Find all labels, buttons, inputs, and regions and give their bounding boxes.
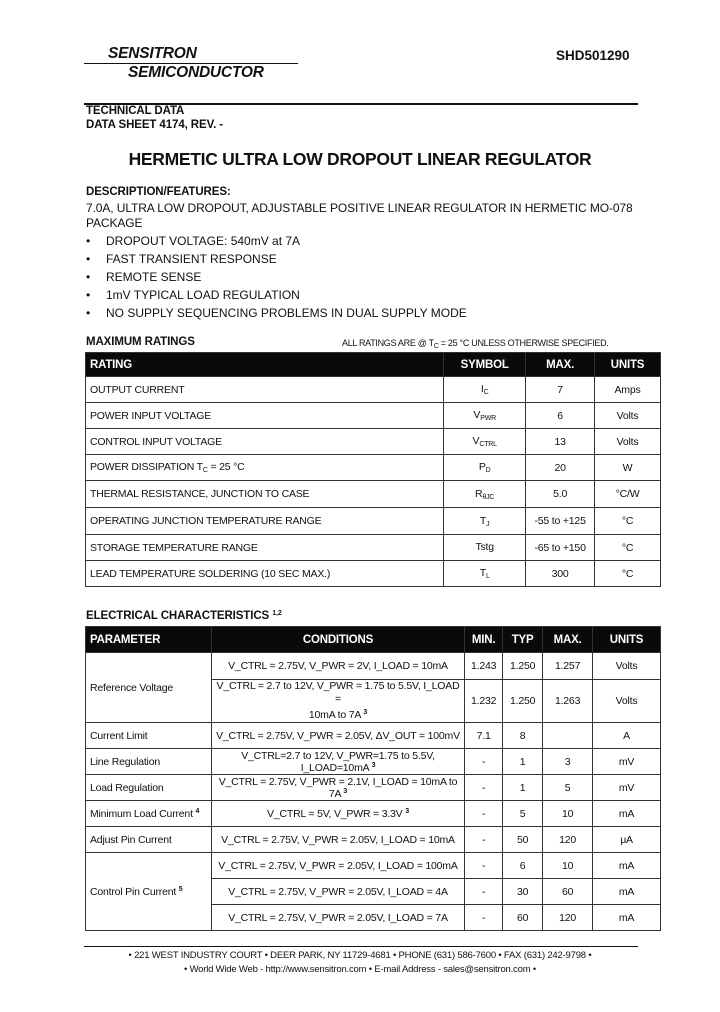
max-cell: 1.257	[543, 653, 593, 680]
units-cell: °C	[595, 535, 661, 561]
symbol-cell: $P_D$	[444, 455, 526, 481]
rating-cell: STORAGE TEMPERATURE RANGE	[86, 535, 444, 561]
table-row	[86, 801, 661, 827]
feature-item: • 1mV TYPICAL LOAD REGULATION	[86, 288, 300, 302]
max-cell: 10	[543, 853, 593, 879]
max-cell: 5	[543, 775, 593, 801]
table-row	[86, 481, 661, 508]
table-row	[86, 535, 661, 561]
table-row	[86, 561, 661, 587]
conditions-cell: V_CTRL = 2.75V, V_PWR = 2.05V, I_LOAD = 100mA	[211, 853, 464, 879]
parameter-cell: Current Limit	[86, 723, 212, 749]
units-cell: °C/W	[595, 481, 661, 508]
units-cell: mA	[593, 905, 661, 931]
col-header: MAX.	[543, 627, 593, 653]
max-ratings-heading: MAXIMUM RATINGS	[86, 336, 195, 348]
table-row	[86, 653, 661, 680]
typ-cell: 50	[503, 827, 543, 853]
min-cell: -	[465, 801, 503, 827]
conditions-cell: V_CTRL = 2.75V, V_PWR = 2V, I_LOAD = 10mA	[211, 653, 464, 680]
conditions-cell: V_CTRL = 2.75V, V_PWR = 2.05V, I_LOAD = 4A	[211, 879, 464, 905]
table-row	[86, 853, 661, 879]
table-row	[86, 827, 661, 853]
min-cell: -	[465, 905, 503, 931]
col-header: RATING	[86, 353, 444, 377]
rating-cell: POWER INPUT VOLTAGE	[86, 403, 444, 429]
min-cell: -	[465, 827, 503, 853]
units-cell: mA	[593, 853, 661, 879]
description-text-1: 7.0A, ULTRA LOW DROPOUT, ADJUSTABLE POSITIVE LINEAR REGULATOR IN HERMETIC MO-078	[86, 201, 633, 215]
max-cell: 1.263	[543, 680, 593, 723]
symbol-cell: $T_L$	[444, 561, 526, 587]
max-cell: 3	[543, 749, 593, 775]
col-header: CONDITIONS	[211, 627, 464, 653]
col-header: MIN.	[465, 627, 503, 653]
ratings-note: ALL RATINGS ARE @ $T_C = 25$ °C UNLESS OTHERWISE SPECIFIED.	[342, 338, 609, 350]
typ-cell: 60	[503, 905, 543, 931]
description-text-2: PACKAGE	[86, 216, 143, 230]
conditions-cell: V_CTRL = 2.75V, V_PWR = 2.1V, I_LOAD = 10mA to 7A $^3$	[211, 775, 464, 801]
max-cell: 20	[526, 455, 595, 481]
typ-cell: 30	[503, 879, 543, 905]
brand-line-2: SEMICONDUCTOR	[128, 64, 264, 81]
min-cell: 1.232	[465, 680, 503, 723]
units-cell: μA	[593, 827, 661, 853]
min-cell: 7.1	[465, 723, 503, 749]
min-cell: -	[465, 775, 503, 801]
typ-cell: 1	[503, 749, 543, 775]
typ-cell: 1.250	[503, 653, 543, 680]
min-cell: -	[465, 853, 503, 879]
symbol-cell: $V_{CTRL}$	[444, 429, 526, 455]
typ-cell: 1	[503, 775, 543, 801]
brand-line-1: SENSITRON	[108, 45, 197, 62]
page-title: HERMETIC ULTRA LOW DROPOUT LINEAR REGULATOR	[128, 149, 592, 169]
symbol-cell: $I_C$	[444, 377, 526, 403]
table-row	[86, 429, 661, 455]
units-cell: A	[593, 723, 661, 749]
typ-cell: 1.250	[503, 680, 543, 723]
col-header: UNITS	[595, 353, 661, 377]
table-row	[86, 723, 661, 749]
units-cell: Amps	[595, 377, 661, 403]
feature-item: • DROPOUT VOLTAGE: 540mV at 7A	[86, 234, 301, 248]
max-cell	[543, 723, 593, 749]
conditions-cell: V_CTRL = 2.75V, V_PWR = 2.05V, ΔV_OUT = 100mV	[211, 723, 464, 749]
conditions-cell: V_CTRL = 5V, V_PWR = 3.3V $^3$	[211, 801, 464, 827]
symbol-cell: $V_{PWR}$	[444, 403, 526, 429]
electrical-heading: ELECTRICAL CHARACTERISTICS $^{1,2}$	[86, 610, 282, 622]
table-row	[86, 508, 661, 535]
units-cell: Volts	[593, 653, 661, 680]
parameter-cell: Adjust Pin Current	[86, 827, 212, 853]
parameter-cell: Line Regulation	[86, 749, 212, 775]
max-cell: 7	[526, 377, 595, 403]
table-row	[86, 377, 661, 403]
rating-cell: LEAD TEMPERATURE SOLDERING (10 SEC MAX.)	[86, 561, 444, 587]
col-header: PARAMETER	[86, 627, 212, 653]
col-header: TYP	[503, 627, 543, 653]
units-cell: W	[595, 455, 661, 481]
rating-cell: OUTPUT CURRENT	[86, 377, 444, 403]
conditions-cell: V_CTRL=2.7 to 12V, V_PWR=1.75 to 5.5V, I_LOAD=10mA $^3$	[211, 749, 464, 775]
units-cell: mV	[593, 749, 661, 775]
max-cell: 120	[543, 905, 593, 931]
max-cell: -55 to +125	[526, 508, 595, 535]
conditions-cell: V_CTRL = 2.75V, V_PWR = 2.05V, I_LOAD = 7A	[211, 905, 464, 931]
conditions-cell: V_CTRL = 2.7 to 12V, V_PWR = 1.75 to 5.5V, I_LOAD = 10mA to 7A $^3$	[211, 680, 464, 723]
max-cell: 300	[526, 561, 595, 587]
max-cell: 6	[526, 403, 595, 429]
units-cell: mA	[593, 801, 661, 827]
max-cell: 60	[543, 879, 593, 905]
max-cell: 120	[543, 827, 593, 853]
table-row	[86, 403, 661, 429]
parameter-cell: Reference Voltage	[86, 653, 212, 723]
max-ratings-table	[85, 352, 661, 587]
max-cell: 13	[526, 429, 595, 455]
feature-item: • REMOTE SENSE	[86, 270, 202, 284]
units-cell: Volts	[593, 680, 661, 723]
datasheet-label: DATA SHEET 4174, REV. -	[86, 119, 224, 131]
typ-cell: 6	[503, 853, 543, 879]
electrical-table	[85, 626, 661, 931]
footer-address: • 221 WEST INDUSTRY COURT • DEER PARK, NY 11729-4681 • PHONE (631) 586-7600 • FAX (631) 242-9798 •	[128, 950, 592, 961]
units-cell: Volts	[595, 429, 661, 455]
table-row	[86, 749, 661, 775]
rating-cell: OPERATING JUNCTION TEMPERATURE RANGE	[86, 508, 444, 535]
symbol-cell: $R_{\theta JC}$	[444, 481, 526, 508]
units-cell: mV	[593, 775, 661, 801]
typ-cell: 5	[503, 801, 543, 827]
typ-cell: 8	[503, 723, 543, 749]
tech-data-label: TECHNICAL DATA	[86, 105, 185, 117]
symbol-cell: $T_J$	[444, 508, 526, 535]
table-header-row	[86, 627, 661, 653]
rating-cell: POWER DISSIPATION $T_C = 25$ °C	[86, 455, 444, 481]
parameter-cell: Minimum Load Current $^4$	[86, 801, 212, 827]
table-row	[86, 775, 661, 801]
units-cell: Volts	[595, 403, 661, 429]
parameter-cell: Control Pin Current $^5$	[86, 853, 212, 931]
col-header: MAX.	[526, 353, 595, 377]
min-cell: 1.243	[465, 653, 503, 680]
table-header-row	[86, 353, 661, 377]
units-cell: °C	[595, 508, 661, 535]
max-cell: 10	[543, 801, 593, 827]
footer-contact: • World Wide Web - http://www.sensitron.com • E-mail Address - sales@sensitron.com •	[184, 964, 536, 975]
min-cell: -	[465, 879, 503, 905]
max-cell: 5.0	[526, 481, 595, 508]
rating-cell: THERMAL RESISTANCE, JUNCTION TO CASE	[86, 481, 444, 508]
conditions-cell: V_CTRL = 2.75V, V_PWR = 2.05V, I_LOAD = 10mA	[211, 827, 464, 853]
feature-item: • FAST TRANSIENT RESPONSE	[86, 252, 277, 266]
feature-item: • NO SUPPLY SEQUENCING PROBLEMS IN DUAL SUPPLY MODE	[86, 306, 467, 320]
footer-divider	[84, 946, 638, 947]
min-cell: -	[465, 749, 503, 775]
parameter-cell: Load Regulation	[86, 775, 212, 801]
part-number: SHD501290	[556, 48, 630, 63]
units-cell: °C	[595, 561, 661, 587]
max-cell: -65 to +150	[526, 535, 595, 561]
description-heading: DESCRIPTION/FEATURES:	[86, 186, 231, 198]
table-row	[86, 455, 661, 481]
symbol-cell: Tstg	[444, 535, 526, 561]
col-header: UNITS	[593, 627, 661, 653]
units-cell: mA	[593, 879, 661, 905]
col-header: SYMBOL	[444, 353, 526, 377]
rating-cell: CONTROL INPUT VOLTAGE	[86, 429, 444, 455]
